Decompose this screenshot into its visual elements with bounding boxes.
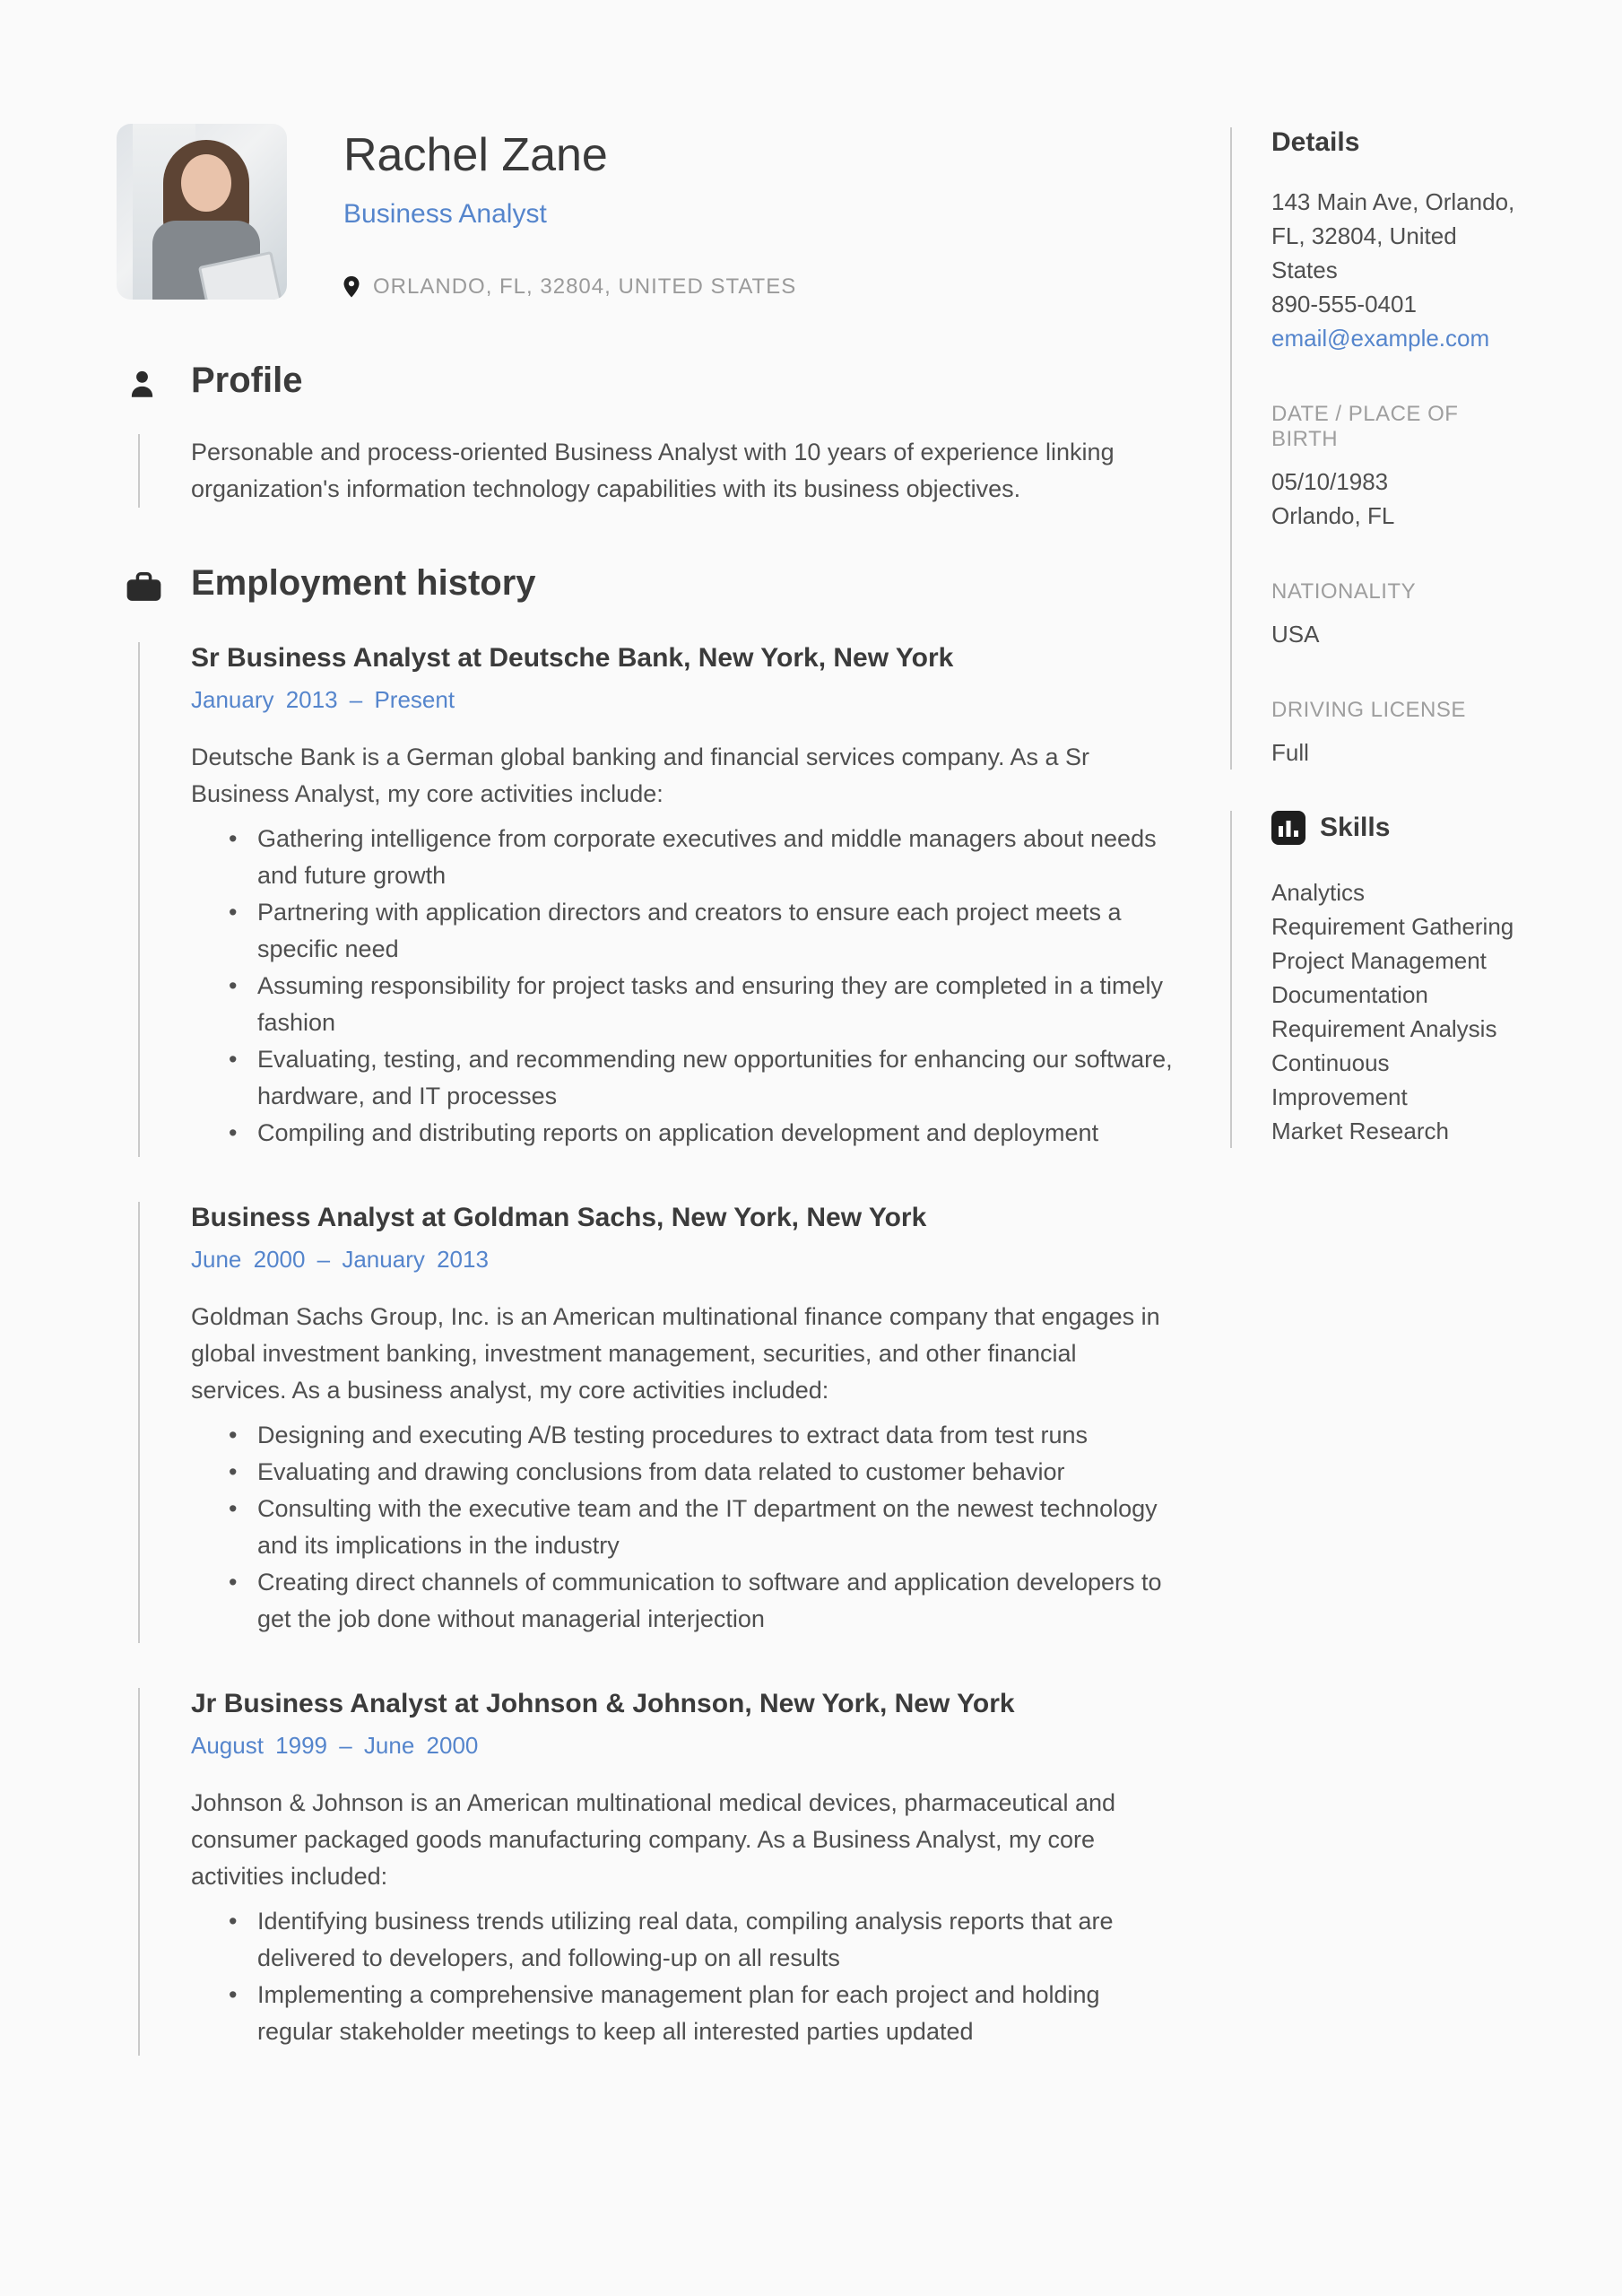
job-bullet: • Partnering with application directors and creators to ensure each project meets a specific need [257,894,1177,968]
detail-value: Orlando, FL [1271,502,1395,529]
job-dates: June 2000 – January 2013 [191,1246,489,1273]
skill-item: Market Research [1271,1118,1449,1144]
email-link[interactable]: email@example.com [1271,325,1490,352]
job-bullet: • Creating direct channels of communication to software and application developers to get the job done without managerial interjection [257,1564,1177,1638]
bar-chart-icon [1271,811,1305,845]
detail-value: Full [1271,739,1309,766]
person-icon [130,366,154,405]
location-pin-icon [343,276,360,298]
detail-group [1271,402,1528,533]
sidebar [1230,127,1528,1148]
skill-item: Continuous Improvement [1271,1049,1408,1110]
job-bullet-list [191,1417,1177,1638]
skills-list [1271,875,1515,1148]
job-bullet-list [191,821,1177,1152]
job-entry [138,642,1177,1157]
detail-group-values [1271,617,1528,651]
skill-item: Requirement Analysis [1271,1015,1497,1042]
skill-item: Analytics [1271,879,1366,906]
address: 143 Main Ave, Orlando, FL, 32804, United States [1271,188,1515,283]
skills-heading-row [1271,811,1528,845]
profile-summary: Personable and process-oriented Business Analyst with 10 years of experience linking organization's information technology capabilities with its business objectives. [138,434,1177,508]
job-bullet: • Evaluating and drawing conclusions from data related to customer behavior [257,1454,1177,1491]
location-row [343,274,796,300]
skill-item: Project Management [1271,947,1487,974]
job-bullet: • Designing and executing A/B testing procedures to extract data from test runs [257,1417,1177,1454]
job-title: Business Analyst at Goldman Sachs, New York, New York [191,1203,927,1232]
detail-group-values [1271,735,1528,770]
skill-item: Documentation [1271,981,1428,1008]
detail-group [1271,579,1528,651]
details-block [1230,127,1528,770]
job-bullet: • Evaluating, testing, and recommending new opportunities for enhancing our software, hardware, and IT processes [257,1041,1177,1115]
detail-groups [1271,402,1528,770]
job-list [191,642,1177,2056]
main-column [191,361,1177,2056]
profile-photo [117,124,287,300]
job-dates: January 2013 – Present [191,686,455,713]
job-title: Sr Business Analyst at Deutsche Bank, New York, New York [191,643,954,673]
job-title: Jr Business Analyst at Johnson & Johnson, New York, New York [191,1689,1015,1718]
job-bullet: • Assuming responsibility for project tasks and ensuring they are completed in a timely fashion [257,968,1177,1041]
employment-heading-label: Employment history [191,563,536,603]
profile-section-heading [191,361,1177,400]
skills-block [1230,811,1528,1148]
profile-heading-label: Profile [191,361,303,400]
detail-group [1271,698,1528,770]
job-bullet: • Consulting with the executive team and the IT department on the newest technology and its implications in the industry [257,1491,1177,1564]
candidate-name: Rachel Zane [343,129,608,181]
briefcase-icon [126,570,162,610]
job-description: Johnson & Johnson is an American multinational medical devices, pharmaceutical and consumer packaged goods manufacturing company. As a Business Analyst, my core activities included: [191,1789,1116,1890]
job-description: Deutsche Bank is a German global banking and financial services company. As a Sr Business Analyst, my core activities include: [191,744,1090,807]
detail-value: 05/10/1983 [1271,468,1389,495]
details-heading: Details [1271,127,1360,157]
job-bullet: • Compiling and distributing reports on application development and deployment [257,1115,1177,1152]
skills-heading: Skills [1320,813,1391,842]
job-description: Goldman Sachs Group, Inc. is an American multinational finance company that engages in global investment banking, investment management, securities, and other financial services. As a business analyst, my core activities included: [191,1303,1160,1404]
job-dates: August 1999 – June 2000 [191,1732,479,1759]
job-entry [138,1688,1177,2056]
detail-value: USA [1271,621,1320,648]
job-bullet: • Implementing a comprehensive management plan for each project and holding regular stakeholder meetings to keep all interested parties updated [257,1977,1177,2050]
job-bullet-list [191,1903,1177,2050]
job-bullet: • Identifying business trends utilizing real data, compiling analysis reports that are delivered to developers, and following-up on all results [257,1903,1177,1977]
detail-group-label: DATE / PLACE OF BIRTH [1271,402,1459,451]
detail-group-label: NATIONALITY [1271,579,1417,604]
detail-group-values [1271,465,1528,533]
employment-section-heading [191,563,1177,603]
candidate-location: ORLANDO, FL, 32804, UNITED STATES [373,274,797,299]
detail-group-label: DRIVING LICENSE [1271,698,1466,722]
skill-item: Requirement Gathering [1271,913,1514,940]
job-entry [138,1202,1177,1643]
phone-number: 890-555-0401 [1271,291,1417,317]
photo-figure-face [181,154,231,212]
job-bullet: • Gathering intelligence from corporate executives and middle managers about needs and future growth [257,821,1177,894]
header [343,129,796,300]
candidate-job-title: Business Analyst [343,199,547,229]
